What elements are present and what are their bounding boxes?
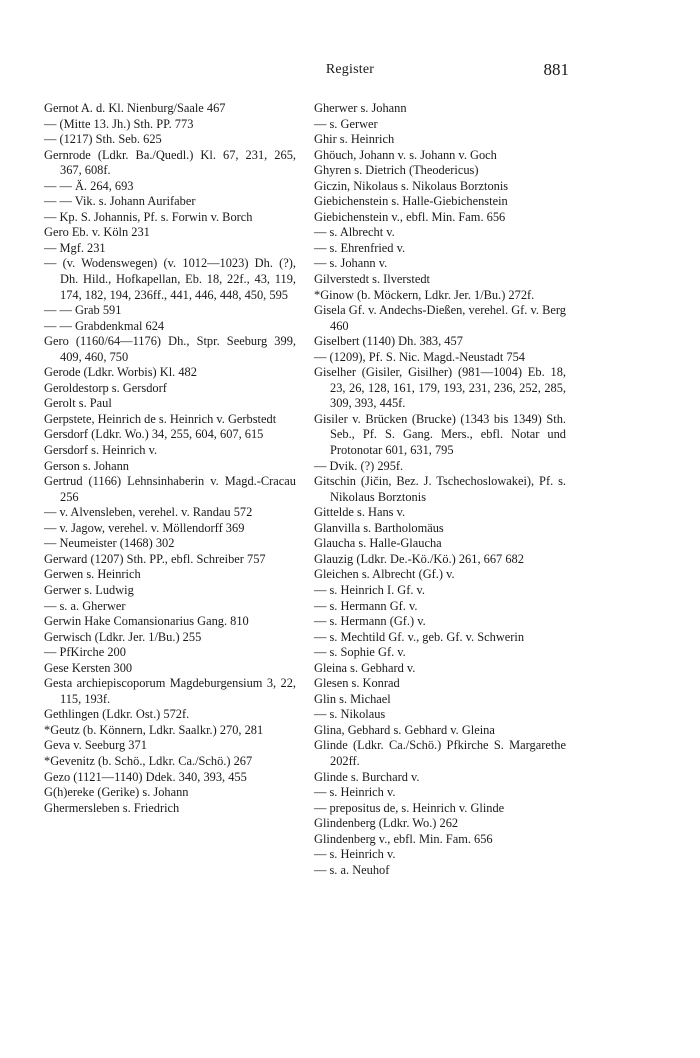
index-entry: — s. Gerwer	[314, 116, 378, 131]
index-entry: Ghyren s. Dietrich (Theodericus)	[314, 163, 479, 178]
index-entry: Gleina s. Gebhard v.	[314, 660, 416, 675]
index-entry: — (1209), Pf. S. Nic. Magd.-Neustadt 754	[314, 349, 525, 364]
index-entry: — s. Hermann (Gf.) v.	[314, 614, 426, 629]
index-entry: Gesta archiepiscoporum Magdeburgensium 3, 22, 115, 193f.	[44, 676, 296, 706]
index-entry: Glindenberg (Ldkr. Wo.) 262	[314, 816, 459, 831]
index-entry: Geva v. Seeburg 371	[44, 738, 147, 753]
index-entry: Gerpstete, Heinrich de s. Heinrich v. Gerbstedt	[44, 411, 277, 426]
index-entry: — (1217) Sth. Seb. 625	[44, 132, 162, 147]
index-entry: Glauzig (Ldkr. De.-Kö./Kö.) 261, 667 682	[314, 551, 524, 566]
index-entry: Gerolt s. Paul	[44, 396, 112, 411]
index-entry: Giselbert (1140) Dh. 383, 457	[314, 334, 463, 349]
index-entry: Gertrud (1166) Lehnsinhaberin v. Magd.-Cracau 256	[44, 474, 296, 504]
index-entry: — Dvik. (?) 295f.	[314, 458, 404, 473]
index-entry: Gernot A. d. Kl. Nienburg/Saale 467	[44, 101, 226, 115]
index-entry: Gerwen s. Heinrich	[44, 567, 141, 582]
index-entry: Gezo (1121—1140) Ddek. 340, 393, 455	[44, 769, 247, 784]
right-column	[314, 101, 566, 878]
index-entry: Gittelde s. Hans v.	[314, 505, 406, 520]
index-entry: Glin s. Michael	[314, 691, 391, 706]
index-entry: Giselher (Gisiler, Gisilher) (981—1004) Eb. 18, 23, 26, 128, 161, 179, 193, 231, 236, 252, 285, 309, 393, 445f.	[314, 365, 566, 411]
index-entry: Gese Kersten 300	[44, 660, 133, 675]
index-entry: — s. Hermann Gf. v.	[314, 598, 418, 613]
index-entry: — s. a. Neuhof	[314, 862, 390, 877]
index-entry: Gersdorf (Ldkr. Wo.) 34, 255, 604, 607, 615	[44, 427, 264, 442]
index-entry: Gersdorf s. Heinrich v.	[44, 443, 158, 458]
index-entry: Gernrode (Ldkr. Ba./Quedl.) Kl. 67, 231, 265, 367, 608f.	[44, 147, 296, 178]
index-entry: — Kp. S. Johannis, Pf. s. Forwin v. Borch	[44, 209, 253, 224]
index-entry: — Mgf. 231	[44, 240, 106, 255]
index-entry: Glindenberg v., ebfl. Min. Fam. 656	[314, 831, 493, 846]
index-entry: Glinde s. Burchard v.	[314, 769, 420, 784]
index-entry: — — Grab 591	[44, 303, 122, 318]
page-header	[0, 62, 700, 86]
index-entry: Gilverstedt s. Ilverstedt	[314, 272, 430, 287]
index-entry: — (v. Wodenswegen) (v. 1012—1023) Dh. (?), Dh. Hild., Hofkapellan, Eb. 18, 22f., 43, 119, 174, 182, 194, 236ff., 441, 446, 448, 450, 595	[44, 256, 296, 302]
index-entry: Giebichenstein s. Halle-Giebichenstein	[314, 194, 508, 209]
index-entry: Gero Eb. v. Köln 231	[44, 225, 150, 240]
index-entry: — v. Jagow, verehel. v. Möllendorff 369	[44, 520, 245, 535]
index-entry: — — Vik. s. Johann Aurifaber	[44, 194, 196, 209]
index-entry: Gerwin Hake Comansionarius Gang. 810	[44, 614, 249, 629]
index-entry: *Gevenitz (b. Schö., Ldkr. Ca./Schö.) 267	[44, 753, 253, 768]
index-entry: Gero (1160/64—1176) Dh., Stpr. Seeburg 399, 409, 460, 750	[44, 334, 296, 364]
page-number: 881	[543, 60, 569, 79]
index-entry: — s. Sophie Gf. v.	[314, 645, 406, 660]
running-title: Register	[325, 62, 375, 77]
index-entry: Glinde (Ldkr. Ca./Schö.) Pfkirche S. Margarethe 202ff.	[314, 738, 566, 768]
index-entry: — s. Heinrich I. Gf. v.	[314, 582, 426, 597]
index-entry: Glesen s. Konrad	[314, 676, 400, 691]
index-entry: Gisela Gf. v. Andechs-Dießen, verehel. Gf. v. Berg 460	[314, 303, 566, 333]
index-entry: Gerode (Ldkr. Worbis) Kl. 482	[44, 365, 197, 380]
index-entry: — PfKirche 200	[44, 645, 126, 660]
index-entry: Ghöuch, Johann v. s. Johann v. Goch	[314, 147, 497, 162]
index-entry: Gerwer s. Ludwig	[44, 582, 134, 597]
index-entry: — s. Nikolaus	[314, 707, 386, 722]
index-entry: Geroldestorp s. Gersdorf	[44, 380, 167, 395]
index-entry: — s. Heinrich v.	[314, 785, 396, 800]
index-entry: — prepositus de, s. Heinrich v. Glinde	[314, 800, 505, 815]
index-entry: Gethlingen (Ldkr. Ost.) 572f.	[44, 707, 190, 722]
index-entry: Gerward (1207) Sth. PP., ebfl. Schreiber 757	[44, 551, 266, 566]
index-entry: Gitschin (Jičin, Bez. J. Tschechoslowakei), Pf. s. Nikolaus Borztonis	[314, 474, 566, 504]
index-entry: *Geutz (b. Könnern, Ldkr. Saalkr.) 270, 281	[44, 722, 264, 737]
index-entry: *Ginow (b. Möckern, Ldkr. Jer. 1/Bu.) 272f.	[314, 287, 535, 302]
index-entry: — s. a. Gherwer	[44, 598, 126, 613]
index-entry: — — Ä. 264, 693	[44, 178, 134, 193]
index-entry: Ghermersleben s. Friedrich	[44, 800, 180, 815]
index-entry: Giczin, Nikolaus s. Nikolaus Borztonis	[314, 178, 509, 193]
index-entry: Glina, Gebhard s. Gebhard v. Gleina	[314, 722, 495, 737]
index-entry: G(h)ereke (Gerike) s. Johann	[44, 785, 189, 800]
index-entry: — s. Heinrich v.	[314, 847, 396, 862]
index-entry: — s. Johann v.	[314, 256, 388, 271]
index-entry: — s. Albrecht v.	[314, 225, 395, 240]
index-entry: Ghir s. Heinrich	[314, 132, 395, 147]
index-entry: Giebichenstein v., ebfl. Min. Fam. 656	[314, 209, 506, 224]
index-entry: Gleichen s. Albrecht (Gf.) v.	[314, 567, 455, 582]
index-entry: — Neumeister (1468) 302	[44, 536, 175, 551]
index-entry: Gerwisch (Ldkr. Jer. 1/Bu.) 255	[44, 629, 202, 644]
index-entry: Gherwer s. Johann	[314, 101, 407, 115]
left-column	[44, 101, 296, 816]
index-entry: Glaucha s. Halle-Glaucha	[314, 536, 442, 551]
index-entry: — — Grabdenkmal 624	[44, 318, 165, 333]
index-entry: — s. Ehrenfried v.	[314, 240, 406, 255]
index-entry: — s. Mechtild Gf. v., geb. Gf. v. Schwerin	[314, 629, 525, 644]
index-entry: — v. Alvensleben, verehel. v. Randau 572	[44, 505, 253, 520]
index-entry: — (Mitte 13. Jh.) Sth. PP. 773	[44, 116, 194, 131]
index-entry: Glanvilla s. Bartholomäus	[314, 520, 444, 535]
index-entry: Gisiler v. Brücken (Brucke) (1343 bis 1349) Sth. Seb., Pf. S. Gang. Mers., ebfl. Notar und Protonotar 601, 631, 795	[314, 411, 566, 458]
index-entry: Gerson s. Johann	[44, 458, 130, 473]
